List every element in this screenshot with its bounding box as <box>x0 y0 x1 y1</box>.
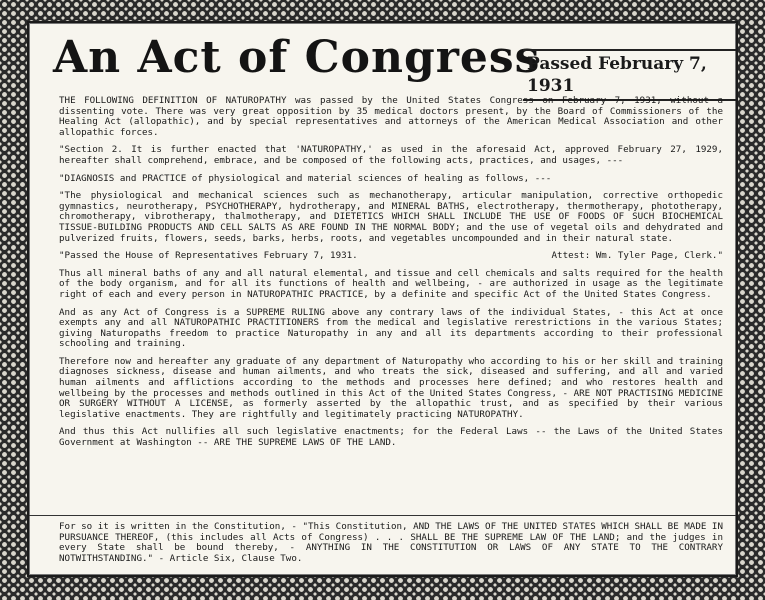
document-body <box>59 96 723 456</box>
paragraph-graduates: Therefore now and hereafter any graduate of any department of Naturopathy who according to his or her skill and training diagnoses sickness, disease and human ailments, and who treats the sick, diseased and suffering, and all and varied human ailments and afflictions according to the methods and processes here defined; and who restores health and wellbeing by the processes and methods outlined in this Act of the United States Congress, - ARE NOT PRACTISING MEDICINE OR SURGERY WITHOUT A LICENSE, as formerly asserted by the allopathic trust, and as specified by their various legislative enactments. They are rightfully and legitimately practicing NATUROPATHY. <box>59 355 723 420</box>
attest-text: Attest: Wm. Tyler Page, Clerk." <box>551 250 723 262</box>
passed-house-text: "Passed the House of Representatives February 7, 1931. <box>59 250 358 262</box>
paragraph-sciences: "The physiological and mechanical sciences such as mechanotherapy, articular manipulation, corrective orthopedic gymnastics, neurotherapy, PSYCHOTHERAPY, hydrotherapy, and MINERAL BATHS, electrotherapy, thermotherapy, phototherapy, chromotherapy, vibrotherapy, thalmotherapy, and DIETETICS WHICH SHALL INCLUDE THE USE OF FOODS OF SUCH BIOCHEMICAL TISSUE-BUILDING PRODUCTS AND CELL SALTS AS ARE FOUND IN THE NORMAL BODY; and the use of vegetal oils and dehydrated and pulverized fruits, flowers, seeds, barks, herbs, roots, and vegetables uncompounded and in their natural state. <box>59 190 723 244</box>
paragraph-intro: THE FOLLOWING DEFINITION OF NATUROPATHY was passed by the United States Congress on February 7, 1931, without a dissenting vote. There was very great opposition by 35 medical doctors present, by the Board of Commissioners of the Healing Act (allopathic), and by special representatives and attorneys of the American Medical Association and other allopathic forces. <box>59 95 723 138</box>
paragraph-constitution: For so it is written in the Constitution, - "This Constitution, AND THE LAWS OF THE UNITED STATES WHICH SHALL BE MADE IN PURSUANCE THEREOF, (this includes all Acts of Congress) . . . SHALL BE THE SUPREME LAW OF THE LAND; and the judges in every State shall be bound thereby, - ANYTHING IN THE CONSTITUTION OR LAWS OF ANY STATE TO THE CONTRARY NOTWITHSTANDING." - Article Six, Clause Two. <box>59 521 723 564</box>
divider <box>29 515 736 516</box>
paragraph-supreme-ruling: And as any Act of Congress is a SUPREME RULING above any contrary laws of the individual States, - this Act at once exempts any and all NATUROPATHIC PRACTITIONERS from the medical and legislative rerestrictions in the various States; giving Naturopaths freedom to practice Naturopathy in any and all its departments according to their professional schooling and training. <box>59 306 723 350</box>
paragraph-diagnosis: "DIAGNOSIS and PRACTICE of physiological and material sciences of healing as follows, --- <box>59 172 552 184</box>
attest-line <box>59 251 723 262</box>
document-title: An Act of Congress <box>53 32 541 83</box>
paragraph-mineral-baths: Thus all mineral baths of any and all natural elemental, and tissue and cell chemicals and salts required for the health of the body organism, and for all its functions of health and wellbeing, - are authorized in usage as the legitimate right of each and every person in NATUROPATHIC PRACTICE, by a definite and specific Act of the United States Congress. <box>59 267 723 300</box>
paragraph-nullifies: And thus this Act nullifies all such legislative enactments; for the Federal Laws -- the Laws of the United States Government at Washington -- ARE THE SUPREME LAWS OF THE LAND. <box>59 426 723 449</box>
document-page <box>27 21 738 577</box>
paragraph-section-2: "Section 2. It is further enacted that 'NATUROPATHY,' as used in the aforesaid Act, approved February 27, 1929, hereafter shall comprehend, embrace, and be composed of the following acts, practices, and usages, --- <box>59 144 723 166</box>
passed-date-label: Passed February 7, 1931 <box>523 49 736 101</box>
